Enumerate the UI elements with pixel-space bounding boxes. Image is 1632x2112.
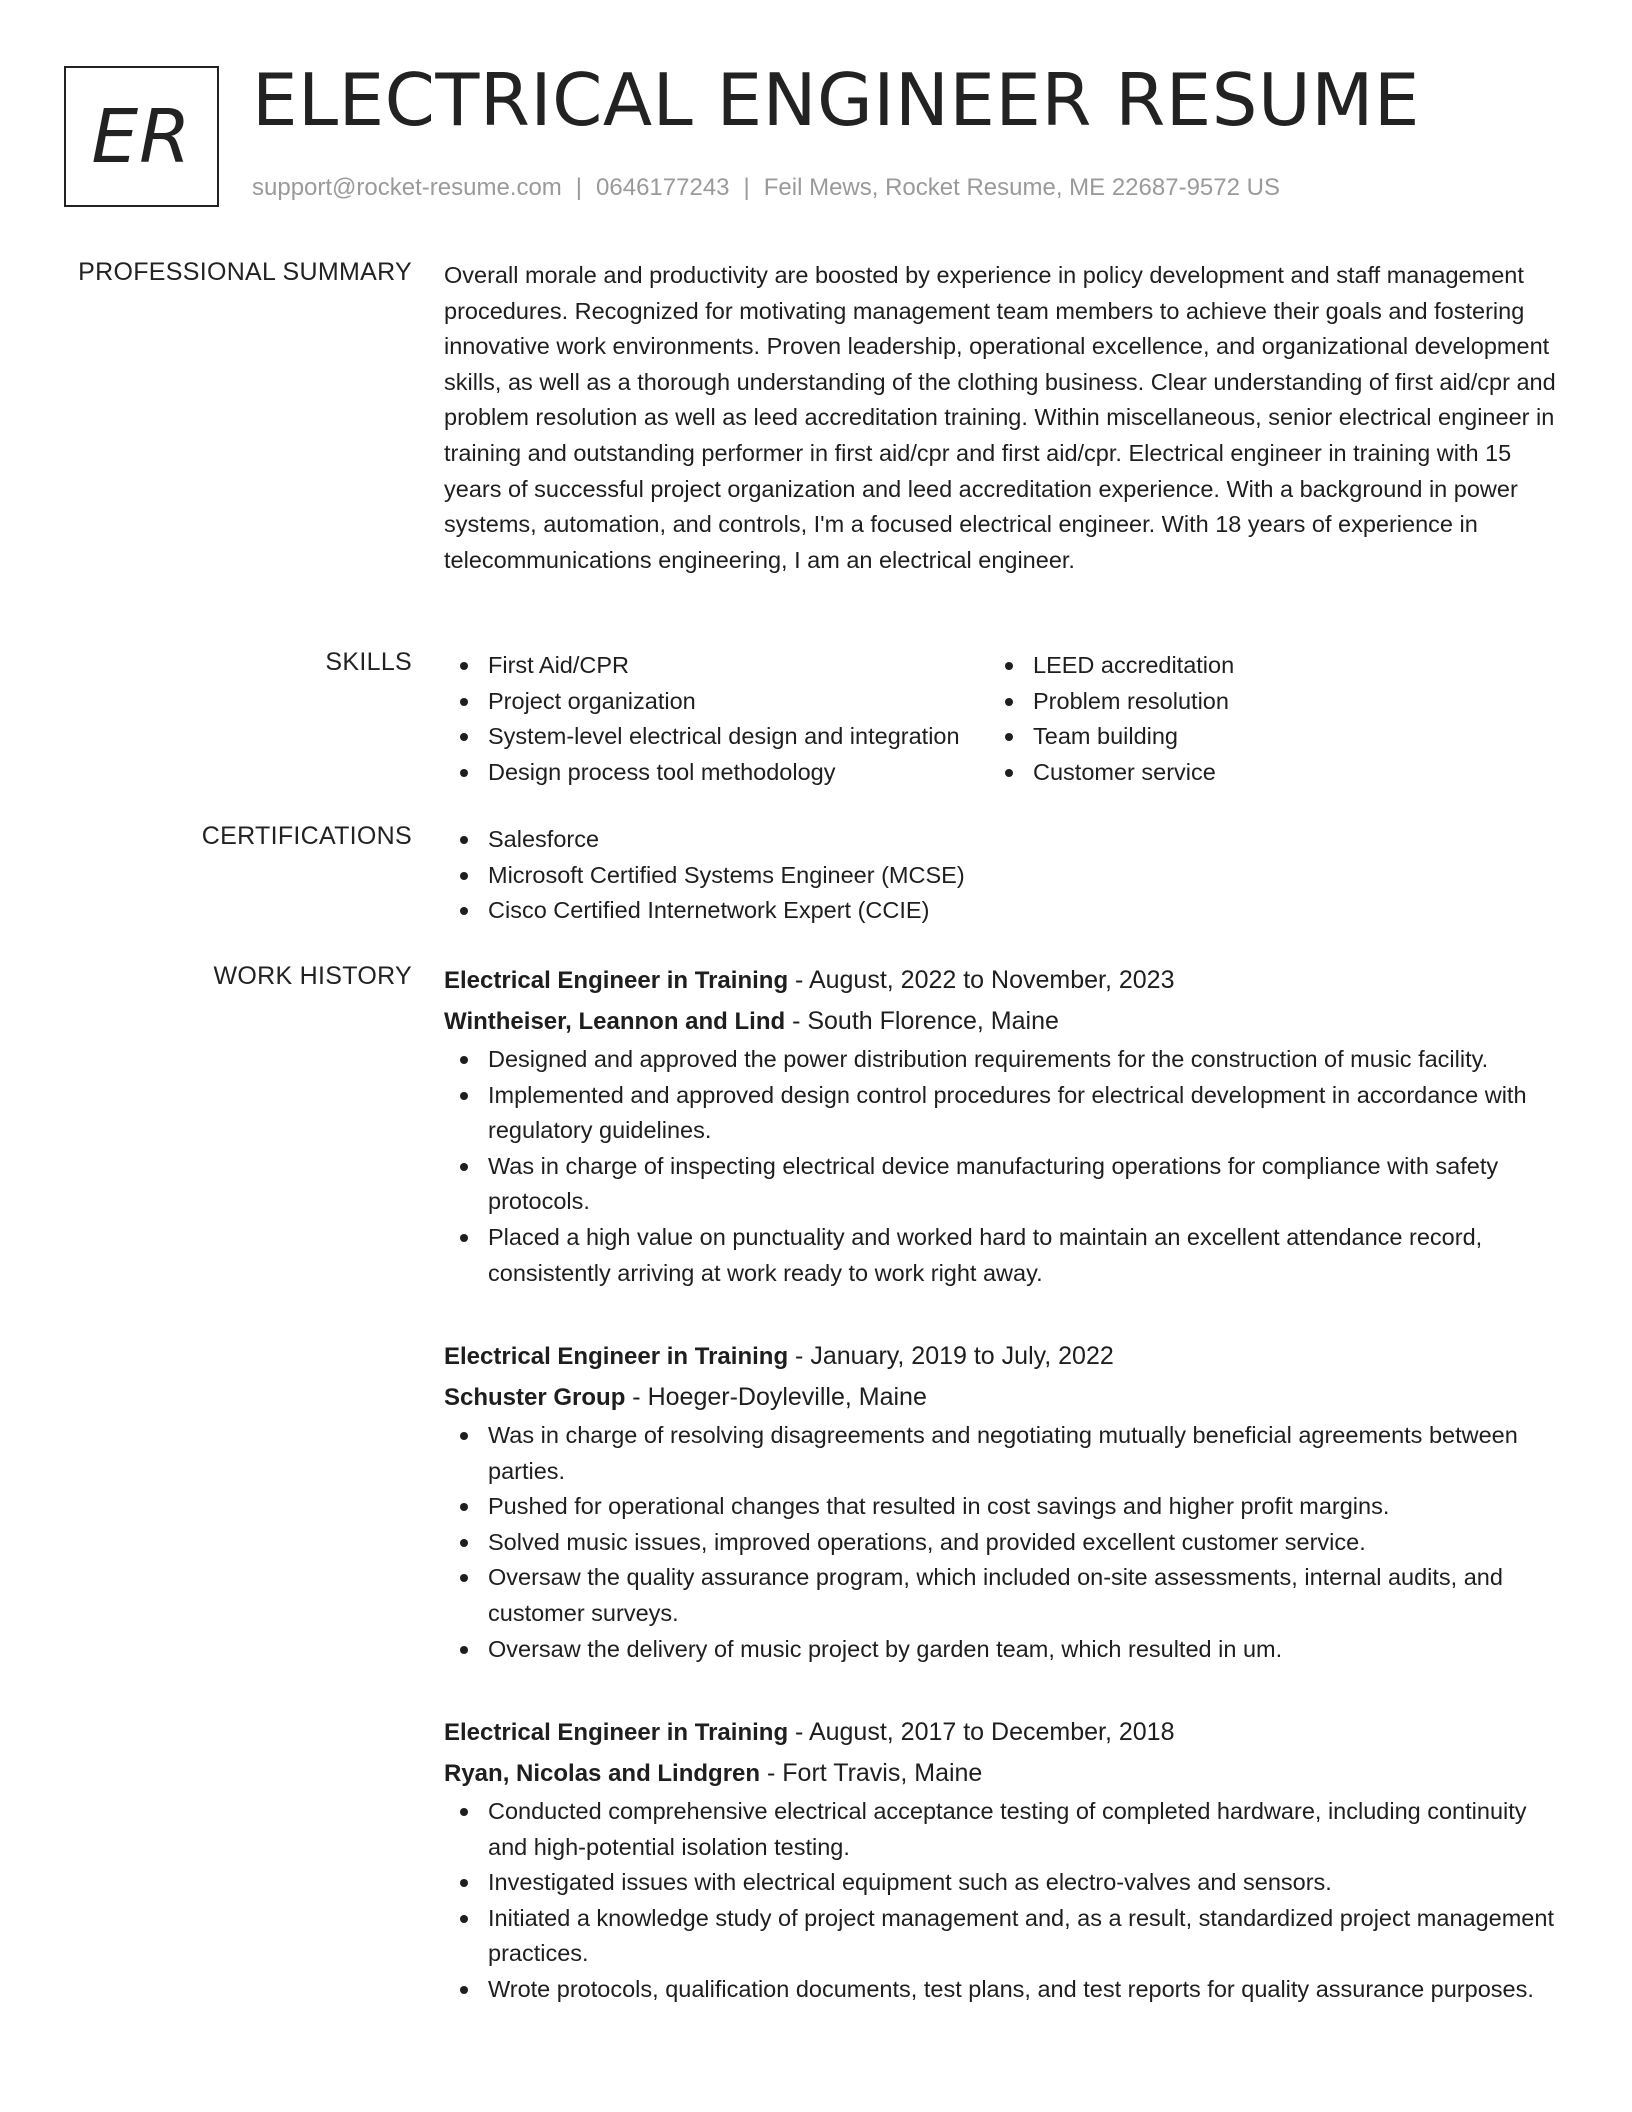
job-dates: - August, 2022 to November, 2023 (788, 966, 1175, 994)
job-title: Electrical Engineer in Training (444, 1719, 789, 1746)
job-duty: Investigated issues with electrical equipment such as electro-valves and sensors. (444, 1865, 1564, 1901)
work-history-heading: WORK HISTORY (213, 962, 412, 990)
skills-heading: SKILLS (325, 648, 412, 676)
job-location: - Hoeger-Doyleville, Maine (625, 1383, 927, 1411)
summary-heading: PROFESSIONAL SUMMARY (78, 258, 412, 286)
job-dates: - August, 2017 to December, 2018 (788, 1718, 1175, 1746)
job-duty: Was in charge of resolving disagreements and negotiating mutually beneficial agreements between parties. (444, 1418, 1564, 1489)
job-title: Electrical Engineer in Training (444, 967, 789, 994)
job-company-line (444, 1001, 1564, 1042)
skills-column-1 (444, 648, 989, 790)
job-duty: Implemented and approved design control procedures for electrical development in accordance with regulatory guidelines. (444, 1078, 1564, 1149)
job-title: Electrical Engineer in Training (444, 1343, 789, 1370)
contact-email[interactable]: support@rocket-resume.com (252, 174, 562, 201)
job-title-line (444, 960, 1564, 1001)
skill-item: LEED accreditation (989, 648, 1489, 684)
job-dates: - January, 2019 to July, 2022 (788, 1342, 1114, 1370)
certifications-list (444, 822, 1564, 929)
job-duty: Solved music issues, improved operations, and provided excellent customer service. (444, 1525, 1564, 1561)
contact-phone[interactable]: 0646177243 (596, 174, 730, 201)
summary-body (444, 258, 1564, 578)
job-location: - South Florence, Maine (785, 1007, 1059, 1035)
contact-line (252, 174, 1280, 202)
certifications-body (444, 822, 1564, 929)
job-duty: Oversaw the quality assurance program, which included on-site assessments, internal audits, and customer surveys. (444, 1560, 1564, 1631)
skill-item: Problem resolution (989, 684, 1489, 720)
job-duty: Oversaw the delivery of music project by garden team, which resulted in um. (444, 1632, 1564, 1668)
job-title-line (444, 1336, 1564, 1377)
certification-item: Microsoft Certified Systems Engineer (MCSE) (444, 858, 1564, 894)
skills-column-2 (989, 648, 1489, 790)
skill-item: System-level electrical design and integration (444, 719, 989, 755)
job-duties-list (444, 1794, 1564, 2008)
monogram-box: ER (64, 66, 219, 207)
certification-item: Cisco Certified Internetwork Expert (CCIE) (444, 893, 1564, 929)
job-duty: Pushed for operational changes that resulted in cost savings and higher profit margins. (444, 1489, 1564, 1525)
job-entry (444, 1336, 1564, 1667)
certifications-heading: CERTIFICATIONS (201, 822, 412, 850)
skill-item: First Aid/CPR (444, 648, 989, 684)
job-duty: Placed a high value on punctuality and worked hard to maintain an excellent attendance record, consistently arriving at work ready to work right away. (444, 1220, 1564, 1291)
skills-body (444, 648, 1564, 790)
contact-separator: | (575, 174, 583, 201)
job-company-line (444, 1753, 1564, 1794)
job-entry (444, 960, 1564, 1291)
contact-address: Feil Mews, Rocket Resume, ME 22687-9572 US (763, 174, 1280, 201)
job-duty: Conducted comprehensive electrical acceptance testing of completed hardware, including continuity and high-potential isolation testing. (444, 1794, 1564, 1865)
skill-item: Customer service (989, 755, 1489, 791)
job-location: - Fort Travis, Maine (760, 1759, 983, 1787)
job-company-line (444, 1377, 1564, 1418)
job-company: Schuster Group (444, 1384, 626, 1411)
job-duties-list (444, 1418, 1564, 1667)
job-title-line (444, 1712, 1564, 1753)
job-duty: Initiated a knowledge study of project management and, as a result, standardized project management practices. (444, 1901, 1564, 1972)
job-duty: Designed and approved the power distribution requirements for the construction of music facility. (444, 1042, 1564, 1078)
job-duty: Was in charge of inspecting electrical device manufacturing operations for compliance with safety protocols. (444, 1149, 1564, 1220)
skill-item: Project organization (444, 684, 989, 720)
certification-item: Salesforce (444, 822, 1564, 858)
skill-item: Design process tool methodology (444, 755, 989, 791)
summary-text: Overall morale and productivity are boosted by experience in policy development and staff management procedures. Recognized for motivating management team members to achieve their goals and fostering innovative work environments. Proven leadership, operational excellence, and organizational development skills, as well as a thorough understanding of the clothing business. Clear understanding of first aid/cpr and problem resolution as well as leed accreditation training. Within miscellaneous, senior electrical engineer in training and outstanding performer in first aid/cpr and first aid/cpr. Electrical engineer in training with 15 years of successful project organization and leed accreditation experience. With a background in power systems, automation, and controls, I'm a focused electrical engineer. With 18 years of experience in telecommunications engineering, I am an electrical engineer. (444, 262, 1556, 573)
job-company: Ryan, Nicolas and Lindgren (444, 1760, 761, 1787)
job-company: Wintheiser, Leannon and Lind (444, 1008, 786, 1035)
job-duties-list (444, 1042, 1564, 1291)
resume-title: ELECTRICAL ENGINEER RESUME (252, 58, 1420, 142)
job-entry (444, 1712, 1564, 2008)
contact-separator: | (743, 174, 750, 201)
skill-item: Team building (989, 719, 1489, 755)
job-duty: Wrote protocols, qualification documents, test plans, and test reports for quality assurance purposes. (444, 1972, 1564, 2008)
